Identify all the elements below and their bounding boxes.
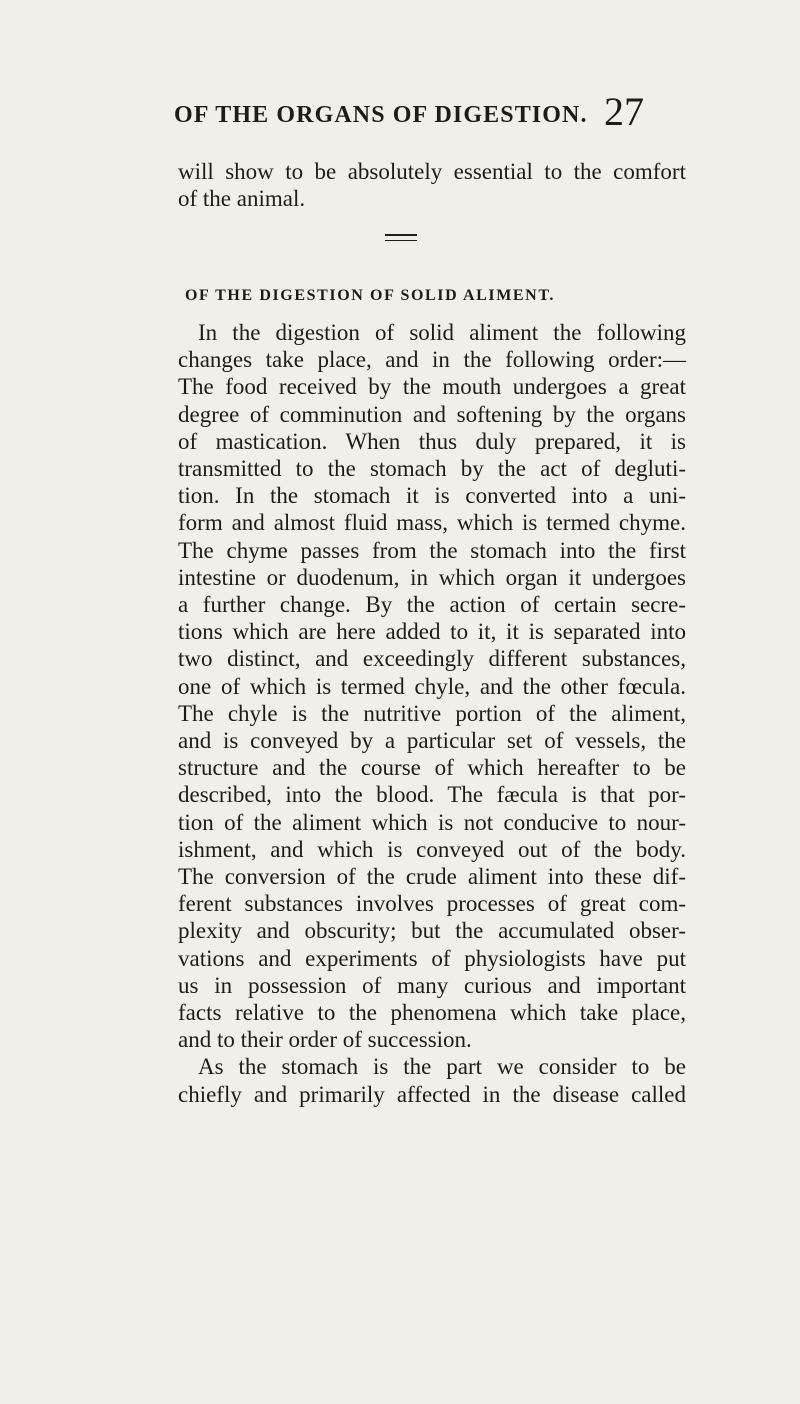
- text-line: will show to be absolutely essential to the comfort: [178, 159, 686, 184]
- text-line: vations and experiments of physiologists have put: [178, 945, 686, 971]
- text-line: The chyme passes from the stomach into the first: [178, 537, 686, 563]
- text-line: structure and the course of which hereafter to be: [178, 755, 686, 781]
- text-line: us in possession of many curious and important: [178, 972, 686, 998]
- text-line: As the stomach is the part we consider to be: [198, 1054, 686, 1080]
- section-heading: OF THE DIGESTION OF SOLID ALIMENT.: [185, 287, 556, 304]
- text-line: and is conveyed by a particular set of vessels, the: [178, 728, 686, 754]
- text-line: ishment, and which is conveyed out of the body.: [178, 836, 686, 862]
- text-line: In the digestion of solid aliment the following: [198, 320, 686, 345]
- text-line: tion. In the stomach it is converted into a uni-: [178, 483, 686, 509]
- text-line: and to their order of succession.: [178, 1027, 472, 1053]
- text-line: tions which are here added to it, it is separated into: [178, 619, 686, 645]
- section-body: [178, 319, 686, 1108]
- running-head: [174, 88, 694, 138]
- text-line: changes take place, and in the following order:—: [178, 347, 686, 373]
- text-line: The food received by the mouth undergoes a great: [178, 374, 686, 400]
- text-line: tion of the aliment which is not conducive to nour-: [178, 809, 686, 835]
- text-line: a further change. By the action of certain secre-: [178, 592, 686, 618]
- lead-paragraph: [178, 158, 686, 212]
- text-line: form and almost fluid mass, which is termed chyme.: [178, 510, 686, 536]
- text-line: of the animal.: [178, 186, 306, 212]
- text-line: degree of comminution and softening by the organs: [178, 401, 686, 427]
- text-line: intestine or duodenum, in which organ it undergoes: [178, 564, 686, 590]
- running-title: OF THE ORGANS OF DIGESTION.: [174, 102, 588, 128]
- text-line: The chyle is the nutritive portion of the aliment,: [178, 700, 686, 726]
- text-line: ferent substances involves processes of great com-: [178, 891, 686, 917]
- text-line: facts relative to the phenomena which take place,: [178, 1000, 686, 1026]
- page-number: 27: [604, 89, 644, 134]
- text-line: plexity and obscurity; but the accumulated obser-: [178, 918, 686, 944]
- text-line: The conversion of the crude aliment into these dif-: [178, 864, 686, 890]
- text-line: described, into the blood. The fæcula is that por-: [178, 782, 686, 808]
- section-divider: [385, 234, 417, 241]
- text-line: one of which is termed chyle, and the other fœcula.: [178, 673, 686, 699]
- text-line: two distinct, and exceedingly different substances,: [178, 646, 686, 672]
- text-line: chiefly and primarily affected in the disease called: [178, 1081, 686, 1107]
- text-line: of mastication. When thus duly prepared, it is: [178, 428, 686, 454]
- text-line: transmitted to the stomach by the act of degluti-: [178, 456, 686, 482]
